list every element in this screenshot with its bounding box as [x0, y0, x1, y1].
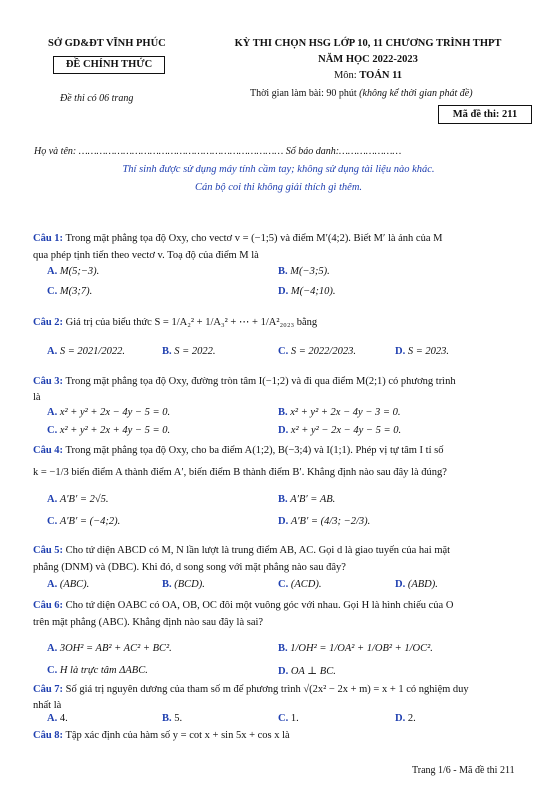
option-a[interactable] — [47, 713, 68, 724]
option-value: (ABC). — [59, 579, 90, 590]
option-c[interactable] — [47, 425, 170, 436]
option-c[interactable] — [47, 286, 92, 297]
option-letter: A. — [47, 346, 58, 357]
option-letter: C. — [278, 579, 289, 590]
option-letter: B. — [278, 494, 288, 505]
option-value: x² + y² − 2x − 4y − 5 = 0. — [290, 425, 402, 436]
option-d[interactable] — [395, 713, 416, 724]
subject-line — [210, 70, 526, 81]
question-8 — [33, 730, 290, 741]
question-text: Giá trị của biểu thức S = 1/A₂² + 1/A₃² + ⋯ + 1/A²₂₀₂₃ bằng — [63, 317, 318, 328]
question-3-line2: là — [33, 392, 41, 403]
question-label: Câu 5: — [33, 545, 64, 556]
option-d[interactable] — [395, 579, 438, 590]
option-value: M(−3;5). — [290, 266, 330, 277]
option-c[interactable] — [278, 713, 299, 724]
question-7 — [33, 684, 469, 695]
question-3 — [33, 376, 456, 387]
option-letter: A. — [47, 266, 58, 277]
option-letter: C. — [47, 286, 58, 297]
school-year: NĂM HỌC 2022-2023 — [318, 54, 418, 65]
instruction-note-2: Cán bộ coi thi không giải thích gì thêm. — [194, 182, 363, 193]
option-letter: B. — [162, 346, 172, 357]
option-value: S = 2022. — [174, 346, 216, 357]
question-label: Câu 3: — [33, 376, 64, 387]
option-value: 3OH² = AB² + AC² + BC². — [59, 643, 172, 654]
option-c[interactable] — [278, 346, 356, 357]
question-label: Câu 1: — [33, 233, 64, 244]
candidate-name-line: Họ và tên: …………………………………………………………… Số báo danh:………………… — [34, 146, 402, 157]
question-text: Trong mặt phẳng tọa độ Oxy, cho vectơ v = (−1;5) và điểm M′(4;2). Biết M′ là ảnh của M — [63, 233, 443, 244]
question-text: Trong mặt phẳng tọa độ Oxy, cho ba điểm A(1;2), B(−3;4) và I(1;1). Phép vị tự tâm I tỉ số — [63, 445, 444, 456]
question-text: Tập xác định của hàm số y = cot x + sin 5x + cos x là — [63, 730, 290, 741]
option-d[interactable] — [278, 286, 336, 297]
instruction-note-1: Thí sinh được sử dụng máy tính cầm tay; không sử dụng tài liệu nào khác. — [122, 164, 435, 175]
option-value: x² + y² + 2x − 4y − 5 = 0. — [59, 407, 171, 418]
option-b[interactable] — [162, 579, 205, 590]
option-b[interactable] — [278, 643, 433, 654]
option-letter: D. — [278, 425, 289, 436]
department-name: SỞ GD&ĐT VĨNH PHÚC — [48, 38, 166, 49]
option-value: x² + y² + 2x − 4y − 3 = 0. — [290, 407, 401, 418]
option-value: 4. — [59, 713, 68, 724]
question-text: Cho tứ diện ABCD có M, N lần lượt là trung điểm AB, AC. Gọi d là giao tuyến của hai mặt — [63, 545, 451, 556]
option-d[interactable] — [395, 346, 449, 357]
time-note: (không kể thời gian phát đề) — [359, 88, 473, 99]
option-value: 5. — [174, 713, 183, 724]
option-letter: D. — [395, 713, 406, 724]
option-value: 1/OH² = 1/OA² + 1/OB² + 1/OC². — [290, 643, 433, 654]
question-1 — [33, 233, 442, 244]
option-a[interactable] — [47, 579, 89, 590]
option-letter: A. — [47, 407, 58, 418]
option-value: M(−4;10). — [290, 286, 336, 297]
option-value: 1. — [290, 713, 299, 724]
question-label: Câu 2: — [33, 317, 64, 328]
option-value: (ABD). — [407, 579, 438, 590]
question-label: Câu 4: — [33, 445, 64, 456]
option-letter: C. — [278, 346, 289, 357]
exam-code-box: Mã đề thi: 211 — [438, 105, 532, 124]
option-a[interactable] — [47, 407, 170, 418]
option-value: S = 2022/2023. — [290, 346, 356, 357]
option-letter: B. — [278, 643, 288, 654]
option-letter: B. — [162, 713, 172, 724]
option-value: M(5;−3). — [59, 266, 100, 277]
option-b[interactable] — [162, 346, 215, 357]
official-exam-box: ĐỀ CHÍNH THỨC — [53, 56, 165, 74]
option-b[interactable] — [278, 266, 330, 277]
question-1-line2: qua phép tịnh tiến theo vectơ v. Toạ độ của điểm M là — [33, 250, 259, 261]
question-text: Trong mặt phẳng tọa độ Oxy, đường tròn tâm I(−1;2) và đi qua điểm M(2;1) có phương trình — [63, 376, 456, 387]
option-value: x² + y² + 2x + 4y − 5 = 0. — [59, 425, 171, 436]
option-b[interactable] — [278, 407, 401, 418]
option-letter: A. — [47, 643, 58, 654]
option-letter: C. — [47, 665, 58, 676]
option-d[interactable] — [278, 516, 370, 527]
option-c[interactable] — [47, 516, 120, 527]
option-c[interactable] — [278, 579, 321, 590]
pages-note: Đề thi có 06 trang — [60, 93, 134, 104]
question-4 — [33, 445, 443, 456]
option-letter: C. — [278, 713, 289, 724]
question-text: Cho tứ diện OABC có OA, OB, OC đôi một vuông góc với nhau. Gọi H là hình chiếu của O — [63, 600, 454, 611]
option-letter: A. — [47, 494, 58, 505]
option-letter: D. — [395, 579, 406, 590]
option-letter: D. — [395, 346, 406, 357]
question-2 — [33, 316, 317, 328]
option-d[interactable] — [278, 425, 401, 436]
option-d[interactable] — [278, 665, 336, 677]
option-b[interactable] — [278, 494, 335, 505]
option-b[interactable] — [162, 713, 182, 724]
option-value: A′B′ = (−4;2). — [59, 516, 121, 527]
question-5 — [33, 545, 450, 556]
option-value: M(3;7). — [59, 286, 93, 297]
question-4-line2: k = −1/3 biến điểm A thành điểm A′, biến điểm B thành điểm B′. Khẳng định nào sau đây là đúng? — [33, 467, 447, 478]
question-text: Số giá trị nguyên dương của tham số m để phương trình √(2x² − 2x + m) = x + 1 có nghiệm duy — [63, 684, 469, 695]
exam-title: KỲ THI CHỌN HSG LỚP 10, 11 CHƯƠNG TRÌNH THPT — [234, 38, 502, 49]
option-value: A′B′ = 2√5. — [59, 494, 109, 505]
question-6-line2: trên mặt phẳng (ABC). Khẳng định nào sau đây là sai? — [33, 617, 264, 628]
option-value: S = 2023. — [407, 346, 450, 357]
option-letter: B. — [162, 579, 172, 590]
option-c[interactable] — [47, 665, 148, 676]
option-a[interactable] — [47, 346, 125, 357]
option-value: (ACD). — [290, 579, 322, 590]
time-text: Thời gian làm bài: 90 phút — [250, 88, 357, 99]
option-letter: A. — [47, 579, 58, 590]
question-6 — [33, 600, 453, 611]
question-label: Câu 7: — [33, 684, 64, 695]
option-letter: B. — [278, 266, 288, 277]
option-letter: C. — [47, 516, 58, 527]
option-value: A′B′ = AB. — [290, 494, 336, 505]
option-letter: D. — [278, 666, 289, 677]
subject-name: TOÁN 11 — [359, 70, 403, 81]
option-letter: D. — [278, 516, 289, 527]
option-letter: C. — [47, 425, 58, 436]
option-value: 2. — [407, 713, 416, 724]
option-letter: A. — [47, 713, 58, 724]
question-5-line2: phẳng (DNM) và (DBC). Khi đó, d song song với mặt phẳng nào sau đây? — [33, 562, 346, 573]
option-value: H là trực tâm ΔABC. — [59, 665, 148, 676]
option-letter: D. — [278, 286, 289, 297]
option-value: OA ⊥ BC. — [290, 666, 336, 677]
option-a[interactable] — [47, 266, 99, 277]
option-value: (BCD). — [174, 579, 205, 590]
option-a[interactable] — [47, 643, 172, 654]
question-label: Câu 8: — [33, 730, 64, 741]
time-line — [250, 88, 473, 99]
question-label: Câu 6: — [33, 600, 64, 611]
option-letter: B. — [278, 407, 288, 418]
option-a[interactable] — [47, 494, 109, 505]
question-7-line2: nhất là — [33, 700, 62, 711]
subject-label: Môn: — [333, 70, 360, 81]
page-footer: Trang 1/6 - Mã đề thi 211 — [412, 765, 515, 776]
option-value: A′B′ = (4/3; −2/3). — [290, 516, 371, 527]
option-value: S = 2021/2022. — [59, 346, 125, 357]
